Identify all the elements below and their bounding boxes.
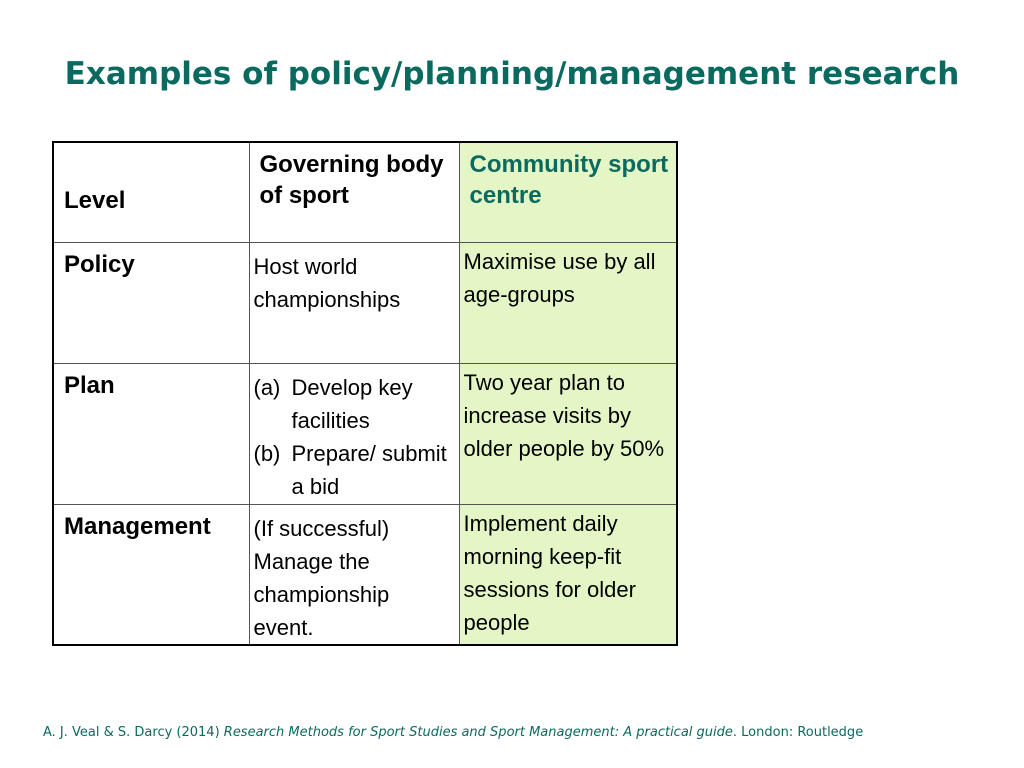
- slide-title: Examples of policy/planning/management research: [64, 56, 960, 92]
- header-cell-community: [459, 142, 677, 242]
- row-label-cell: [53, 242, 249, 363]
- governing-cell: [249, 363, 459, 504]
- citation-authors: A. J. Veal & S. Darcy (2014): [43, 725, 224, 740]
- row-label-cell: [53, 504, 249, 645]
- list-item-text: Prepare/ submit a bid: [291, 440, 447, 499]
- governing-cell: [249, 242, 459, 363]
- header-cell-governing: [249, 142, 459, 242]
- citation-publisher: . London: Routledge: [732, 725, 864, 740]
- row-label-management: Management: [64, 512, 211, 540]
- list-marker: (a): [253, 374, 281, 400]
- table-row: [53, 504, 677, 645]
- community-cell: [459, 504, 677, 645]
- list-marker: (b): [253, 440, 281, 466]
- governing-cell: [249, 504, 459, 645]
- header-governing-body: Governing body of sport: [259, 151, 444, 209]
- community-cell: [459, 363, 677, 504]
- table-header-row: [53, 142, 677, 242]
- policy-governing-text: Host world championships: [253, 253, 401, 312]
- policy-community-text: Maximise use by all age-groups: [463, 248, 656, 307]
- header-level: Level: [64, 187, 126, 214]
- row-label-cell: [53, 363, 249, 504]
- management-governing-text: (If successful) Manage the championship event.: [253, 515, 390, 640]
- row-label-policy: Policy: [64, 250, 135, 278]
- list-item: [254, 371, 455, 437]
- citation-work-title: Research Methods for Sport Studies and Sport Management: A practical guide: [223, 725, 733, 740]
- table-row: [53, 363, 677, 504]
- plan-governing-list: [254, 371, 455, 503]
- list-item-text: Develop key facilities: [291, 374, 413, 433]
- management-community-text: Implement daily morning keep-fit sessions for older people: [463, 510, 636, 635]
- citation: [43, 725, 863, 740]
- plan-governing-list-wrap: [250, 364, 459, 503]
- list-item: [254, 437, 455, 503]
- table-row: [53, 242, 677, 363]
- plan-community-text: Two year plan to increase visits by older people by 50%: [463, 369, 665, 461]
- community-cell: [459, 242, 677, 363]
- research-examples-table: [52, 141, 678, 646]
- header-community-centre: Community sport centre: [469, 151, 669, 209]
- row-label-plan: Plan: [64, 371, 115, 399]
- header-cell-level: [53, 142, 249, 242]
